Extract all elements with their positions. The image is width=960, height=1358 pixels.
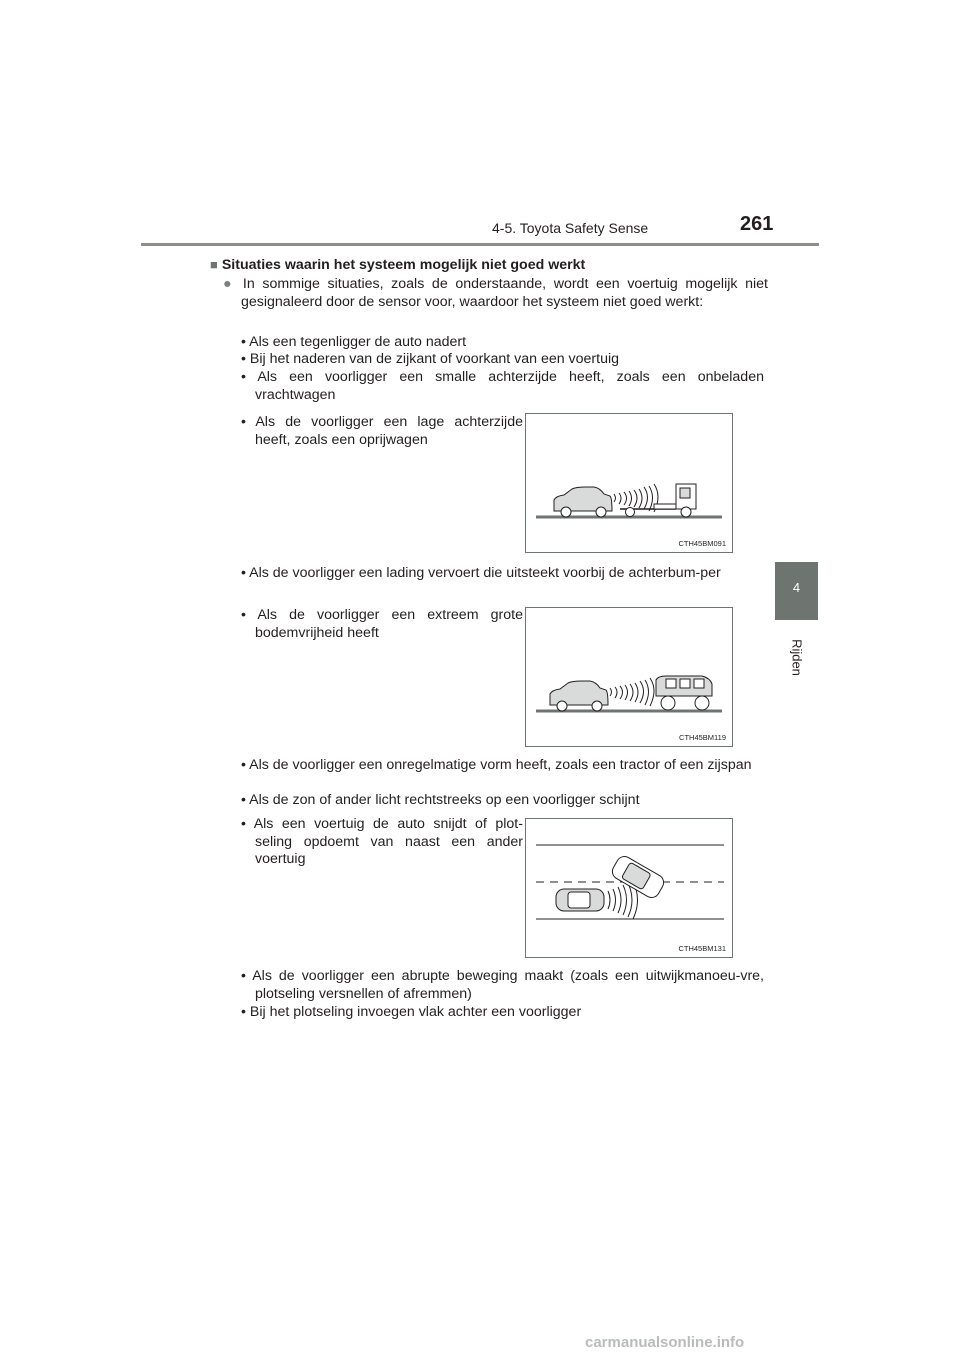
list-item: • Als de voorligger een extreem grote bodemvrijheid heeft — [241, 607, 523, 641]
high-clearance-figure-icon — [526, 608, 732, 746]
list-item: • Als de voorligger een abrupte beweging maakt (zoals een uitwijkmanoeu-vre, plotseling versnellen of afremmen) — [241, 968, 764, 1002]
intro-paragraph — [223, 276, 768, 311]
square-bullet-icon: ■ — [210, 257, 218, 272]
illustration-tow-truck — [525, 413, 733, 553]
page-number: 261 — [740, 213, 774, 235]
circle-bullet-icon: ● — [223, 276, 236, 292]
header-divider — [141, 243, 819, 246]
list-item: • Bij het plotseling invoegen vlak achter een voorligger — [241, 1004, 582, 1020]
chapter-label: Rijden — [789, 639, 805, 676]
list-item: • Als de zon of ander licht rechtstreeks op een voorligger schijnt — [241, 792, 640, 808]
list-item: • Als de voorligger een lage achterzijde heeft, zoals een oprijwagen — [241, 414, 523, 448]
illustration-cut-in — [525, 818, 733, 958]
watermark: carmanualsonline.info — [585, 1334, 745, 1351]
illustration-high-clearance — [525, 607, 733, 747]
list-item: • Bij het naderen van de zijkant of voorkant van een voertuig — [241, 351, 620, 367]
figure-code: CTH45BM131 — [678, 944, 726, 953]
list-item: • Als de voorligger een onregelmatige vorm heeft, zoals een tractor of een zijspan — [241, 757, 752, 773]
tow-truck-figure-icon — [526, 414, 732, 552]
header-section-title: 4-5. Toyota Safety Sense — [492, 220, 649, 236]
list-item: • Als een tegenligger de auto nadert — [241, 334, 467, 350]
list-item: • Als een voertuig de auto snijdt of plot-seling opdoemt van naast een ander voertuig — [241, 816, 523, 867]
section-heading-text: Situaties waarin het systeem mogelijk niet goed werkt — [221, 257, 586, 273]
figure-code: CTH45BM119 — [679, 733, 726, 742]
section-heading — [210, 256, 770, 275]
cut-in-figure-icon — [526, 819, 732, 957]
chapter-number: 4 — [792, 580, 801, 595]
list-item: • Als de voorligger een lading vervoert die uitsteekt voorbij de achterbum-per — [241, 565, 721, 581]
figure-code: CTH45BM091 — [678, 539, 726, 548]
list-item: • Als een voorligger een smalle achterzijde heeft, zoals een onbeladen vrachtwagen — [241, 369, 764, 403]
intro-text: In sommige situaties, zoals de onderstaande, wordt een voertuig mogelijk niet gesignaleerd door de sensor voor, waardoor het systeem niet goed werkt: — [241, 276, 768, 310]
